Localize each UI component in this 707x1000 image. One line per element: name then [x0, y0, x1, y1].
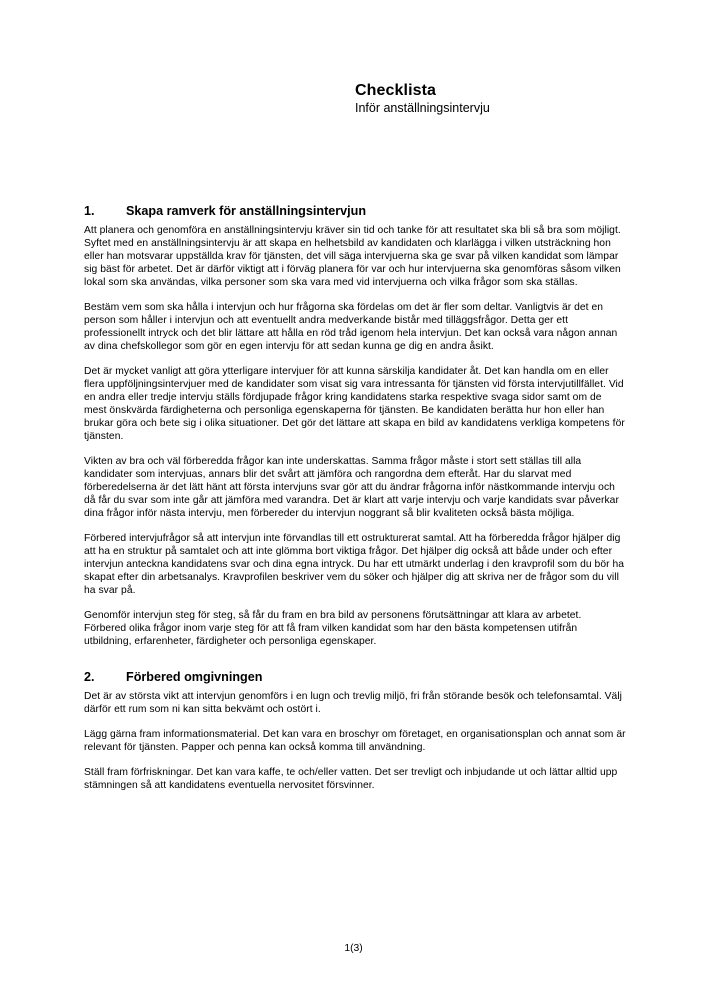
page-footer — [0, 938, 707, 956]
section-1 — [84, 204, 626, 648]
section-2-heading-text: Förbered omgivningen — [126, 670, 263, 684]
paragraph: Lägg gärna fram informationsmaterial. Det kan vara en broschyr om företaget, en organisationsplan och annat som är relevant för tjänsten. Papper och penna kan också komma till användning. — [84, 729, 626, 753]
paragraph: Det är mycket vanligt att göra ytterligare intervjuer för att kunna särskilja kandidater åt. Det kan handla om en eller flera uppföljningsintervjuer med de kandidater som visat sig vara intressanta för tjänsten vid första intervjutillfället. Vid en andra eller tredje intervju ställs fördjupade frågor kring kandidatens starka respektive svaga sidor samt om de mest önskvärda färdigheterna och personliga egenskaperna för tjänsten. Be kandidaten berätta hur hon eller han brukar göra och bete sig i olika situationer. Det gör det lättare att skapa en bild av kandidatens verkliga kompetens för tjänsten. — [84, 366, 625, 442]
section-2-heading — [84, 670, 626, 685]
section-2 — [84, 670, 626, 792]
paragraph: Förbered intervjufrågor så att intervjun inte förvandlas till ett ostrukturerat samtal. Att ha förberedda frågor hjälper dig att ha en struktur på samtalet och att inte glömma bort viktiga frågor. Det hjälper dig också att både under och efter intervjun anteckna kandidatens svar och dina egna intryck. Du har ett utmärkt underlag i den kravprofil som du bör ha skapat efter din arbetsanalys. Kravprofilen beskriver vem du söker och hjälper dig att skriva ner de frågor som du vill ha svar på. — [84, 533, 625, 596]
section-1-heading-text: Skapa ramverk för anställningsintervjun — [126, 204, 367, 218]
page-title: Checklista — [355, 82, 437, 99]
section-2-number: 2. — [84, 670, 95, 684]
paragraph: Att planera och genomföra en anställningsintervju kräver sin tid och tanke för att resultatet ska bli så bra som möjligt. Syftet med en anställningsintervju är att skapa en helhetsbild av kandidaten och klarlägga i vilken utsträckning hon eller han motsvarar uppställda krav för tjänsten, det vill säga intervjuerna ska ge svar på vilken kandidat som lämpar sig bäst för arbetet. Det är därför viktigt att i förväg planera för var och hur intervjuerna ska genomföras såsom vilken lokal som ska användas, vilka personer som ska vara med vid intervjuerna och vilka frågor som ska ställas. — [84, 225, 621, 288]
section-1-heading — [84, 204, 626, 219]
document-body — [84, 204, 626, 792]
paragraph: Bestäm vem som ska hålla i intervjun och hur frågorna ska fördelas om det är fler som deltar. Vanligtvis är det en person som håller i intervjun och att eventuellt andra medverkande bistår med tilläggsfrågor. Detta ger ett professionellt intryck och det blir lättare att hålla en röd tråd igenom hela intervjun. Det kan också vara någon annan av dina chefskollegor som gör en egen intervju för att sedan kunna ge dig en andra åsikt. — [84, 302, 618, 352]
paragraph: Vikten av bra och väl förberedda frågor kan inte underskattas. Samma frågor måste i stort sett ställas till alla kandidater som intervjuas, annars blir det svårt att jämföra och rangordna dem efteråt. Har du slarvat med förberedelserna är det lätt hänt att första intervjuns svar gör att du ändrar frågorna inför nästkommande intervju och då får du svar som inte går att jämföra med varandra. Det är klart att varje intervju och varje kandidats svar påverkar dina frågor inför nästa intervju, men förbereder du intervjun noggrant så blir kvaliteten också bästa möjliga. — [84, 456, 619, 519]
paragraph: Ställ fram förfriskningar. Det kan vara kaffe, te och/eller vatten. Det ser trevligt och inbjudande ut och lättar alltid upp stämningen så att kandidatens eventuella nervositet försvinner. — [84, 767, 618, 791]
section-1-body — [84, 224, 626, 648]
section-1-number: 1. — [84, 204, 95, 218]
paragraph: Genomför intervjun steg för steg, så får du fram en bra bild av personens förutsättningar att klara av arbetet. Förbered olika frågor inom varje steg för att få fram vilken kandidat som har den bästa kompetensen utifrån utbildning, erfarenheter, färdigheter och personliga egenskaper. — [84, 610, 582, 647]
document-title-block — [355, 82, 635, 116]
page-subtitle: Inför anställningsintervju — [355, 101, 490, 115]
paragraph: Det är av största vikt att intervjun genomförs i en lugn och trevlig miljö, fri från störande besök och telefonsamtal. Välj därför ett rum som ni kan sitta bekvämt och ostört i. — [84, 691, 623, 715]
section-2-body — [84, 690, 626, 792]
page-number: 1(3) — [344, 943, 363, 954]
